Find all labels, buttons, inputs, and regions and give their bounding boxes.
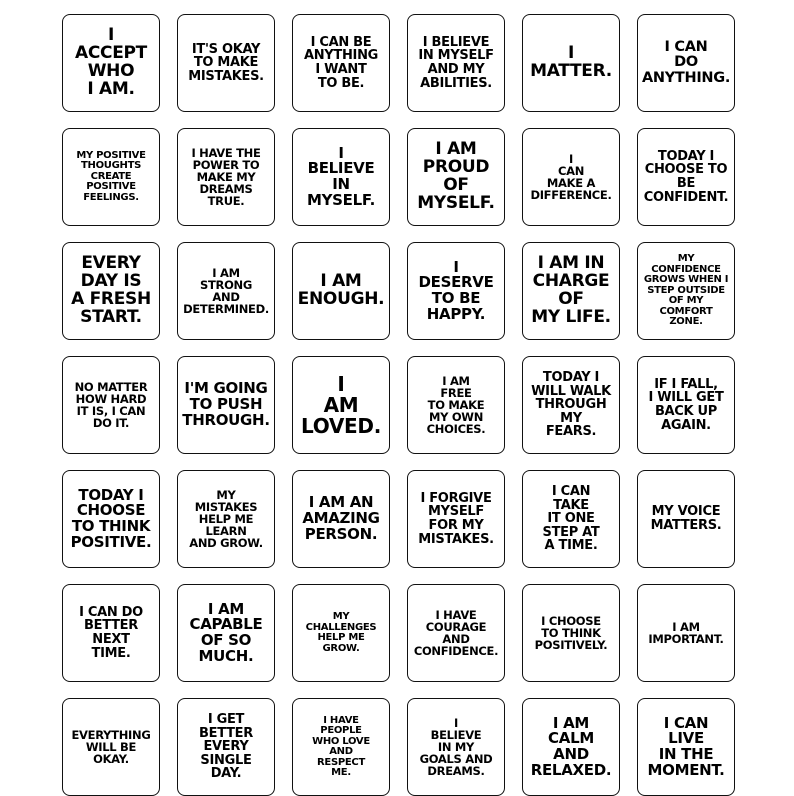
affirmation-card[interactable]: [637, 356, 735, 454]
affirmation-card[interactable]: [522, 14, 620, 112]
affirmation-text: IT'S OKAY TO MAKE MISTAKES.: [188, 41, 264, 84]
affirmation-text: I HAVE THE POWER TO MAKE MY DREAMS TRUE.: [191, 145, 261, 209]
affirmation-text: I AM CALM AND RELAXED.: [530, 713, 612, 779]
affirmation-card[interactable]: [407, 14, 505, 112]
affirmation-text: TODAY I CHOOSE TO BE CONFIDENT.: [643, 148, 729, 205]
affirmation-cards-grid: [62, 14, 735, 796]
affirmation-card[interactable]: [62, 698, 160, 796]
affirmation-card[interactable]: [62, 14, 160, 112]
affirmation-text: I'M GOING TO PUSH THROUGH.: [182, 379, 270, 429]
affirmation-card[interactable]: [292, 470, 390, 568]
affirmation-card[interactable]: [522, 470, 620, 568]
affirmation-text: I AM CAPABLE OF SO MUCH.: [189, 599, 263, 665]
affirmation-card[interactable]: [292, 356, 390, 454]
affirmation-card[interactable]: [407, 242, 505, 340]
affirmation-text: I BELIEVE IN MYSELF.: [306, 143, 376, 209]
affirmation-text: I DESERVE TO BE HAPPY.: [418, 257, 494, 323]
affirmation-text: I CAN LIVE IN THE MOMENT.: [647, 713, 725, 779]
affirmation-text: I AM ENOUGH.: [297, 271, 385, 309]
affirmation-card[interactable]: [522, 242, 620, 340]
affirmation-card[interactable]: [637, 14, 735, 112]
affirmation-card[interactable]: [637, 242, 735, 340]
affirmation-text: I CHOOSE TO THINK POSITIVELY.: [534, 613, 608, 653]
affirmation-card[interactable]: [292, 242, 390, 340]
affirmation-text: MY CHALLENGES HELP ME GROW.: [305, 611, 377, 654]
affirmation-text: EVERY DAY IS A FRESH START.: [71, 253, 151, 327]
affirmation-text: I AM IN CHARGE OF MY LIFE.: [531, 253, 611, 327]
affirmation-card[interactable]: [407, 356, 505, 454]
affirmation-text: MY POSITIVE THOUGHTS CREATE POSITIVE FEELINGS.: [76, 149, 146, 203]
affirmation-card[interactable]: [407, 698, 505, 796]
affirmation-text: I CAN BE ANYTHING I WANT TO BE.: [303, 34, 379, 91]
affirmation-text: I BELIEVE IN MY GOALS AND DREAMS.: [419, 715, 493, 779]
affirmation-text: NO MATTER HOW HARD IT IS, I CAN DO IT.: [74, 379, 148, 431]
affirmation-card[interactable]: [177, 470, 275, 568]
affirmation-card[interactable]: [407, 128, 505, 226]
affirmation-text: I CAN TAKE IT ONE STEP AT A TIME.: [542, 483, 600, 554]
affirmation-card[interactable]: [407, 584, 505, 682]
affirmation-card[interactable]: [177, 698, 275, 796]
affirmation-text: I AM AN AMAZING PERSON.: [302, 493, 380, 543]
affirmation-text: IF I FALL, I WILL GET BACK UP AGAIN.: [648, 376, 724, 433]
affirmation-card[interactable]: [292, 698, 390, 796]
affirmation-card[interactable]: [177, 128, 275, 226]
affirmation-text: I AM STRONG AND DETERMINED.: [183, 265, 269, 317]
affirmation-card[interactable]: [292, 14, 390, 112]
affirmation-text: MY MISTAKES HELP ME LEARN AND GROW.: [189, 487, 263, 551]
affirmation-text: I ACCEPT WHO I AM.: [75, 25, 147, 99]
affirmation-card[interactable]: [407, 470, 505, 568]
affirmation-text: EVERYTHING WILL BE OKAY.: [71, 727, 151, 767]
affirmation-text: TODAY I CHOOSE TO THINK POSITIVE.: [70, 485, 152, 551]
affirmation-card[interactable]: [62, 470, 160, 568]
affirmation-card[interactable]: [62, 242, 160, 340]
affirmation-card[interactable]: [637, 128, 735, 226]
affirmation-text: I GET BETTER EVERY SINGLE DAY.: [199, 711, 253, 782]
affirmation-card[interactable]: [522, 356, 620, 454]
affirmation-card[interactable]: [637, 470, 735, 568]
affirmation-text: I HAVE COURAGE AND CONFIDENCE.: [413, 607, 499, 659]
affirmation-card[interactable]: [292, 128, 390, 226]
affirmation-text: I AM LOVED.: [300, 371, 382, 438]
affirmation-card[interactable]: [177, 242, 275, 340]
affirmation-text: I MATTER.: [530, 43, 612, 81]
affirmation-card[interactable]: [177, 14, 275, 112]
affirmation-card[interactable]: [62, 128, 160, 226]
affirmation-text: I FORGIVE MYSELF FOR MY MISTAKES.: [418, 490, 494, 547]
affirmation-text: I CAN MAKE A DIFFERENCE.: [530, 151, 612, 203]
affirmation-card[interactable]: [292, 584, 390, 682]
affirmation-card[interactable]: [522, 128, 620, 226]
affirmation-card[interactable]: [522, 584, 620, 682]
affirmation-text: I BELIEVE IN MYSELF AND MY ABILITIES.: [418, 34, 494, 91]
affirmation-text: TODAY I WILL WALK THROUGH MY FEARS.: [531, 369, 611, 440]
affirmation-text: I CAN DO BETTER NEXT TIME.: [79, 604, 143, 661]
affirmation-card[interactable]: [177, 584, 275, 682]
affirmation-card[interactable]: [62, 584, 160, 682]
affirmation-text: MY CONFIDENCE GROWS WHEN I STEP OUTSIDE OF MY COMFORT ZONE.: [643, 253, 729, 328]
affirmation-card[interactable]: [522, 698, 620, 796]
affirmation-card[interactable]: [62, 356, 160, 454]
affirmation-text: I AM FREE TO MAKE MY OWN CHOICES.: [426, 373, 486, 437]
affirmation-text: MY VOICE MATTERS.: [650, 504, 722, 533]
affirmation-card[interactable]: [637, 698, 735, 796]
affirmation-card[interactable]: [177, 356, 275, 454]
affirmation-text: I AM PROUD OF MYSELF.: [417, 139, 495, 213]
affirmation-text: I HAVE PEOPLE WHO LOVE AND RESPECT ME.: [312, 714, 370, 778]
affirmation-text: I CAN DO ANYTHING.: [641, 39, 731, 86]
affirmation-text: I AM IMPORTANT.: [648, 619, 724, 646]
affirmation-card[interactable]: [637, 584, 735, 682]
